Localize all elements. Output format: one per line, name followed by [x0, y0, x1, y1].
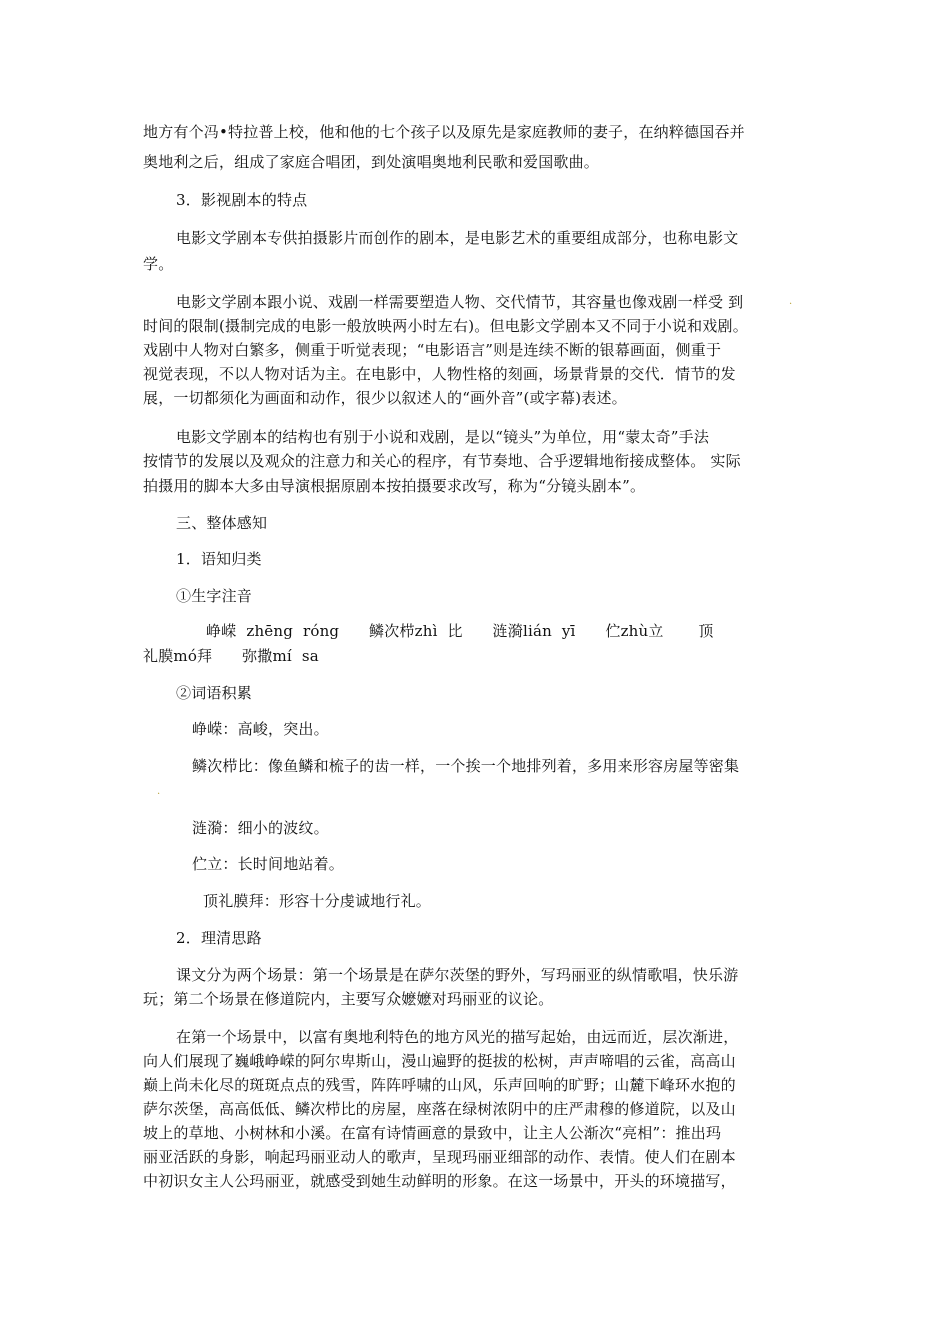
text-line: 按情节的发展以及观众的注意力和关心的程序，有节奏地、合乎逻辑地衔接成整体。 实际 [143, 452, 741, 470]
section-heading: 1．语知归类 [176, 550, 262, 568]
subsection-heading: ②词语积累 [176, 684, 253, 702]
vocab-entry: 伫立：长时间地站着。 [192, 855, 345, 873]
pinyin-line: 峥嵘 zhēng róng 鳞次栉zhì 比 涟漪lián yī 伫zhù立 顶 [206, 622, 714, 640]
text-line: 电影文学剧本专供拍摄影片而创作的剧本，是电影艺术的重要组成部分，也称电影文 [176, 229, 739, 247]
text-line: 时间的限制(摄制完成的电影一般放映两小时左右)。但电影文学剧本又不同于小说和戏剧。 [143, 317, 748, 335]
section-heading: 2．理清思路 [176, 929, 262, 947]
stray-mark: . [157, 786, 161, 797]
section-heading: 三、整体感知 [176, 514, 268, 532]
text-line: 奥地利之后，组成了家庭合唱团，到处演唱奥地利民歌和爱国歌曲。 [143, 153, 600, 171]
text-line: 视觉表现，不以人物对话为主。在电影中，人物性格的刻画，场景背景的交代．情节的发 [143, 365, 736, 383]
text-line: 学。 [143, 255, 174, 273]
text-line: 中初识女主人公玛丽亚，就感受到她生动鲜明的形象。在这一场景中，开头的环境描写， [143, 1172, 736, 1190]
stray-mark: . [789, 296, 793, 307]
vocab-entry: 顶礼膜拜：形容十分虔诚地行礼。 [203, 892, 432, 910]
text-line: 巅上尚未化尽的斑斑点点的残雪，阵阵呼啸的山风，乐声回响的旷野；山麓下峰环水抱的 [143, 1076, 736, 1094]
text-line: 玩；第二个场景在修道院内，主要写众嬷嬷对玛丽亚的议论。 [143, 990, 554, 1008]
vocab-entry: 峥嵘：高峻，突出。 [192, 720, 329, 738]
section-heading: 3．影视剧本的特点 [176, 191, 308, 209]
text-line: 戏剧中人物对白繁多，侧重于听觉表现；“电影语言”则是连续不断的银幕画面，侧重于 [143, 341, 722, 359]
text-line: 拍摄用的脚本大多由导演根据原剧本按拍摄要求改写，称为“分镜头剧本”。 [143, 477, 646, 495]
text-line: 电影文学剧本跟小说、戏剧一样需要塑造人物、交代情节，其容量也像戏剧一样受 到 [176, 293, 744, 311]
text-line: 电影文学剧本的结构也有别于小说和戏剧，是以“镜头”为单位，用“蒙太奇”手法 [176, 428, 710, 446]
text-line: 向人们展现了巍峨峥嵘的阿尔卑斯山，漫山遍野的挺拔的松树，声声啼唱的云雀，高高山 [143, 1052, 736, 1070]
text-line: 丽亚活跃的身影，响起玛丽亚动人的歌声，呈现玛丽亚细部的动作、表情。使人们在剧本 [143, 1148, 736, 1166]
text-line: 在第一个场景中，以富有奥地利特色的地方风光的描写起始，由远而近，层次渐进， [176, 1028, 739, 1046]
text-line: 坡上的草地、小树林和小溪。在富有诗情画意的景致中，让主人公渐次“亮相”：推出玛 [143, 1124, 722, 1142]
vocab-entry: 涟漪：细小的波纹。 [192, 819, 329, 837]
text-line: 展，一切都须化为画面和动作，很少以叙述人的“画外音”(或字幕)表述。 [143, 389, 627, 407]
vocab-entry: 鳞次栉比：像鱼鳞和梳子的齿一样，一个挨一个地排列着，多用来形容房屋等密集 [192, 757, 740, 775]
text-line: 萨尔茨堡，高高低低、鳞次栉比的房屋，座落在绿树浓阴中的庄严肃穆的修道院，以及山 [143, 1100, 736, 1118]
pinyin-line: 礼膜mó拜 弥撒mí sa [143, 647, 319, 665]
text-line: 地方有个冯•特拉普上校，他和他的七个孩子以及原先是家庭教师的妻子，在纳粹德国吞并 [143, 123, 745, 141]
text-line: 课文分为两个场景：第一个场景是在萨尔茨堡的野外，写玛丽亚的纵情歌唱，快乐游 [176, 966, 739, 984]
subsection-heading: ①生字注音 [176, 587, 253, 605]
